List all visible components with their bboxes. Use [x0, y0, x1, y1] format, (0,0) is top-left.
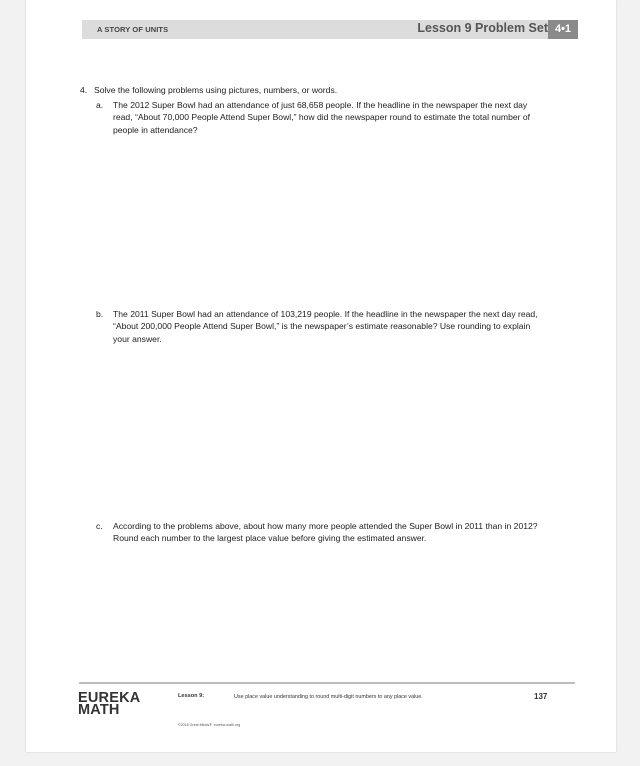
problem-intro-text: Solve the following problems using pictures, numbers, or words. [94, 85, 338, 95]
header-bar [82, 20, 578, 39]
footer-lesson-label: Lesson 9: [178, 693, 205, 699]
problem-number: 4. [80, 85, 88, 95]
part-text: The 2011 Super Bowl had an attendance of 103,219 people. If the headline in the newspaper the next day read, “About 200,000 People Attend Super Bowl,” is the newspaper’s estimate reasonable? Use rounding to explain your answer. [113, 309, 538, 344]
problem-part-b [96, 308, 548, 345]
footer-divider [79, 682, 575, 684]
lesson-title: Lesson 9 Problem Set [417, 21, 548, 35]
part-letter: c. [96, 521, 103, 531]
logo-line-1: EUREKA [78, 690, 141, 706]
problem-intro [80, 84, 337, 96]
footer-copyright: ©2018 Great Minds®. eureka-math.org [178, 723, 241, 727]
logo-line-2: MATH [78, 702, 120, 718]
series-title: A STORY OF UNITS [97, 25, 169, 34]
eureka-math-logo [78, 692, 140, 716]
problem-part-c [96, 520, 548, 545]
part-text: According to the problems above, about how many more people attended the Super Bowl in 2011 than in 2012? Round each number to the largest place value before giving the estimated answer. [113, 521, 538, 544]
page-number: 137 [534, 692, 548, 701]
part-letter: b. [96, 309, 104, 319]
grade-module-badge: 4•1 [548, 20, 578, 39]
footer-lesson-description: Use place value understanding to round multi-digit numbers to any place value. [234, 694, 423, 700]
worksheet-page [26, 0, 616, 752]
part-text: The 2012 Super Bowl had an attendance of just 68,658 people. If the headline in the newspaper the next day read, “About 70,000 People Attend Super Bowl,” how did the newspaper round to estimate the total number of people in attendance? [113, 100, 531, 135]
part-letter: a. [96, 100, 104, 110]
problem-part-a [96, 99, 548, 136]
